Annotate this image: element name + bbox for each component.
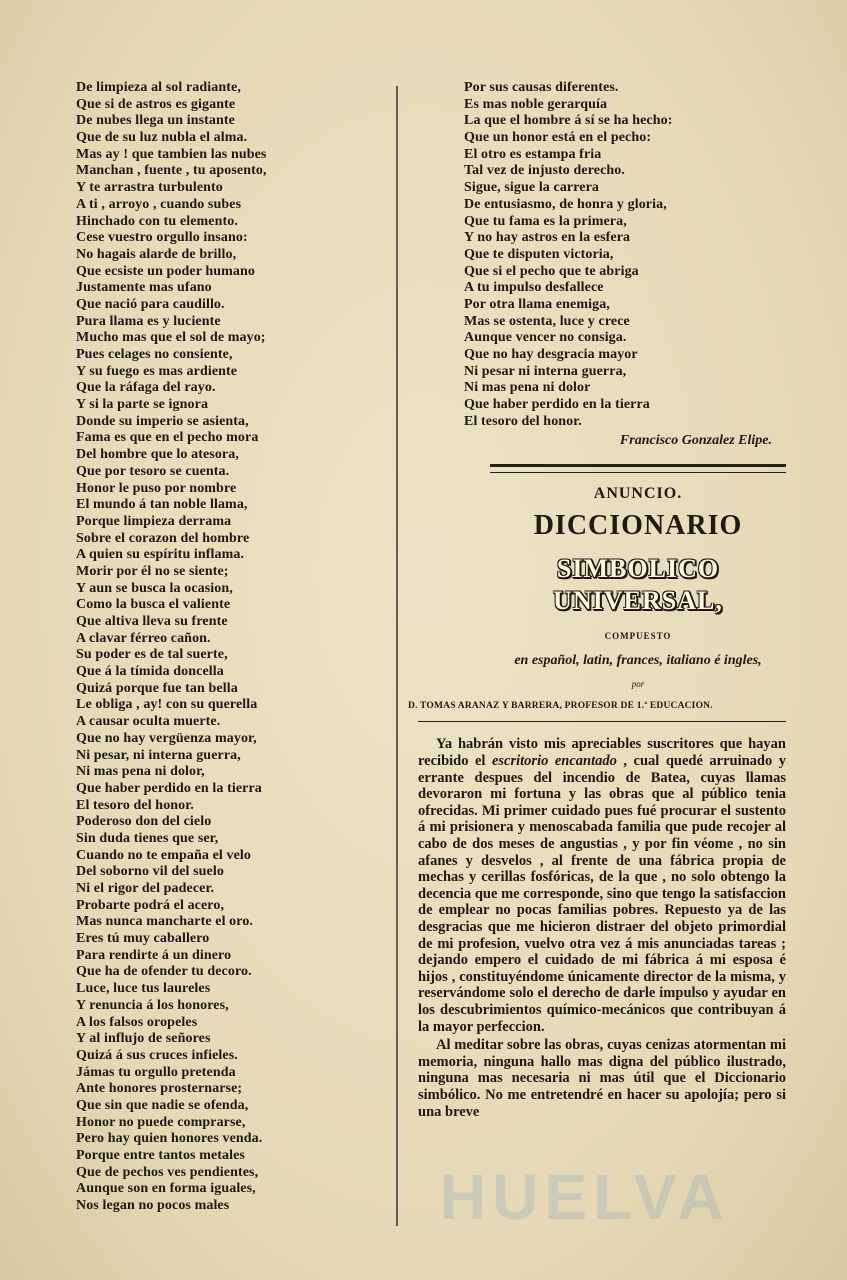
announcement-languages: en español, latin, frances, italiano é ingles, — [514, 653, 762, 669]
verse-line: Y aun se busca la ocasion, — [76, 580, 233, 596]
verse-line: Que si de astros es gigante — [76, 96, 236, 112]
verse-line: A clavar férreo cañon. — [76, 630, 211, 646]
book-title: escritorio encantado — [491, 753, 617, 770]
verse-line: Sobre el corazon del hombre — [76, 530, 250, 546]
verse-line: Quizá porque fue tan bella — [76, 680, 238, 696]
verse-line: Ni mas pena ni dolor, — [76, 764, 205, 780]
verse-line: A causar oculta muerte. — [76, 714, 221, 730]
verse-line: Pero hay quien honores venda. — [76, 1131, 263, 1147]
verse-line: El mundo á tan noble llama, — [76, 497, 248, 513]
verse-line: Y si la parte se ignora — [76, 397, 209, 413]
announcement-title: DICCIONARIO — [533, 510, 743, 542]
verse-line: El otro es estampa fria — [464, 146, 602, 162]
verse-line: Que la ráfaga del rayo. — [76, 380, 216, 396]
announcement-por: por — [631, 679, 645, 690]
verse-line: Que á la tímida doncella — [76, 664, 224, 680]
verse-line: Del soborno vil del suelo — [76, 864, 224, 880]
verse-line: Jámas tu orgullo pretenda — [76, 1064, 236, 1080]
verse-line: Aunque vencer no consiga. — [464, 330, 627, 346]
verse-line: Que un honor está en el pecho: — [464, 130, 652, 146]
verse-line: Que te disputen victoria, — [464, 246, 614, 262]
verse-line: Mas ay ! que tambien las nubes — [76, 146, 267, 162]
verse-line: Hinchado con tu elemento. — [76, 213, 238, 229]
verse-line: Ni pesar, ni interna guerra, — [76, 747, 241, 763]
verse-line: Mas se ostenta, luce y crece — [464, 313, 630, 329]
verse-line: Eres tú muy caballero — [76, 931, 210, 947]
verse-line: Fama es que en el pecho mora — [76, 430, 259, 446]
verse-line: Que haber perdido en la tierra — [76, 780, 262, 796]
verse-line: A ti , arroyo , cuando subes — [76, 196, 242, 212]
verse-line: Y no hay astros en la esfera — [464, 230, 631, 246]
verse-line: De nubes llega un instante — [76, 113, 235, 129]
verse-line: Aunque son en forma iguales, — [76, 1181, 256, 1197]
verse-line: Pura llama es y luciente — [76, 313, 221, 329]
verse-line: Que no hay vergüenza mayor, — [76, 730, 257, 746]
verse-line: Que nació para caudillo. — [76, 296, 225, 312]
poem-signature: Francisco Gonzalez Elipe. — [619, 433, 772, 449]
verse-line: Pues celages no consiente, — [76, 347, 233, 362]
verse-line: Justamente mas ufano — [76, 280, 212, 296]
verse-line: El tesoro del honor. — [76, 797, 194, 813]
verse-line: Ni el rigor del padecer. — [76, 881, 215, 896]
verse-line: Que ha de ofender tu decoro. — [76, 964, 252, 980]
verse-line: Por otra llama enemiga, — [464, 296, 610, 312]
verse-line: Poderoso don del cielo — [76, 814, 212, 830]
right-column — [408, 80, 787, 1120]
verse-line: Mas nunca mancharte el oro. — [76, 914, 254, 930]
body-text: Ya habrán visto mis apreciables suscritores que hayan recibido el — [418, 736, 786, 770]
verse-line: Por sus causas diferentes. — [464, 80, 619, 95]
verse-line: El tesoro del honor. — [464, 413, 582, 429]
verse-line: Porque limpieza derrama — [76, 513, 232, 529]
verse-line: A tu impulso desfallece — [464, 280, 604, 296]
archive-watermark: HUELVA — [440, 1161, 730, 1233]
verse-line: Cese vuestro orgullo insano: — [76, 230, 248, 246]
verse-line: Que sin que nadie se ofenda, — [76, 1097, 249, 1113]
verse-line: Que no hay desgracia mayor — [464, 347, 638, 362]
verse-line: Luce, luce tus laureles — [76, 981, 211, 997]
body-text: , cual quedé arruinado y errante despues del incendio de Batea, cuyas llamas devoraron mi fortuna y las obras que al público tenia ofrecidas. Mi primer cuidado pues fué procurar el sustento á mi prisionera y menoscabada familia que pude recojer al cabo de dos meses de angustias , y por fin véome , no sin afanes y desvelos , al frente de una fábrica propia de mechas y cerillas fosfóricas, de la que , no solo obtengo la decencia que me corresponde, sino que tengo la satisfaccion de emplear no pocas familias pobres. Repuesto ya de las desgracias que me hicieron distraer del objeto primordial de mi profesion, vuelvo otra vez á mis anunciadas tareas ; dejando empero el cuidado de mi fábrica á mi esposa é hijos , constituyéndome únicamente director de la misma, y reservándome solo el derecho de darle impulso y ayudar en los descubrimientos químico-mecánicos que contribuyan á la mayor perfeccion. — [418, 753, 787, 1035]
verse-line: Para rendirte á un dinero — [76, 947, 232, 963]
body-paragraph-2: Al meditar sobre las obras, cuyas cenizas atormentan mi memoria, ninguna hallo mas digna del público ilustrado, ninguna mas necesaria ni mas útil que el Diccionario simbólico. No me entretendré en hacer su apolojía; pero si una breve — [418, 1037, 786, 1120]
verse-line: Sigue, sigue la carrera — [464, 180, 600, 196]
verse-line: Nos legan no pocos males — [76, 1198, 230, 1214]
announcement-compuesto: COMPUESTO — [604, 631, 672, 642]
verse-line: Que haber perdido en la tierra — [464, 397, 650, 413]
verse-line: Y su fuego es mas ardiente — [76, 363, 238, 379]
verse-line: No hagais alarde de brillo, — [76, 246, 237, 262]
verse-line: Que por tesoro se cuenta. — [76, 463, 230, 479]
verse-line: Honor le puso por nombre — [76, 480, 237, 496]
verse-line: Cuando no te empaña el velo — [76, 847, 251, 863]
verse-line: Que altiva lleva su frente — [76, 614, 228, 629]
verse-line: A los falsos oropeles — [76, 1014, 198, 1030]
announcement-author: D. TOMAS ARANAZ Y BARRERA, PROFESOR DE 1.ª EDUCACION. — [408, 701, 713, 712]
verse-line: Que tu fama es la primera, — [464, 213, 627, 229]
verse-line: Probarte podrá el acero, — [76, 897, 225, 913]
verse-line: Mucho mas que el sol de mayo; — [76, 330, 266, 346]
verse-line: Y al influjo de señores — [76, 1031, 211, 1047]
verse-line: A quien su espíritu inflama. — [76, 547, 245, 563]
verse-line: Del hombre que lo atesora, — [76, 447, 239, 463]
verse-line: Ni mas pena ni dolor — [464, 380, 591, 396]
verse-line: Quizá á sus cruces infieles. — [76, 1047, 238, 1063]
verse-line: Y te arrastra turbulento — [76, 180, 223, 196]
verse-line: Como la busca el valiente — [76, 597, 231, 613]
verse-line: Le obliga , ay! con su querella — [76, 697, 258, 713]
verse-line: Ante honores prosternarse; — [76, 1081, 243, 1097]
column-divider — [396, 86, 398, 1226]
verse-line: Que ecsiste un poder humano — [76, 263, 256, 279]
right-poem — [408, 80, 776, 430]
verse-line: Su poder es de tal suerte, — [76, 647, 228, 663]
verse-line: Morir por él no se siente; — [76, 563, 229, 579]
verse-line: Que si el pecho que te abriga — [464, 263, 639, 279]
verse-line: Ni pesar ni interna guerra, — [464, 363, 627, 379]
left-column — [76, 80, 396, 1215]
verse-line: Que de pechos ves pendientes, — [76, 1164, 259, 1180]
left-poem — [76, 80, 396, 1215]
body-paragraph-1 — [418, 736, 786, 1035]
verse-line: Que de su luz nubla el alma. — [76, 130, 248, 146]
announcement-heading: ANUNCIO. — [593, 485, 683, 503]
announcement-body — [418, 736, 786, 1120]
verse-line: Sin duda tienes que ser, — [76, 830, 219, 846]
section-rule — [490, 464, 786, 473]
author-rule — [418, 721, 786, 722]
verse-line: Tal vez de injusto derecho. — [464, 163, 625, 179]
announcement-subtitle: SIMBOLICO UNIVERSAL, — [553, 554, 723, 616]
verse-line: Manchan , fuente , tu aposento, — [76, 163, 267, 179]
verse-line: Honor no puede comprarse, — [76, 1114, 246, 1130]
verse-line: Es mas noble gerarquía — [464, 96, 608, 112]
verse-line: Porque entre tantos metales — [76, 1148, 245, 1163]
verse-line: De entusiasmo, de honra y gloria, — [464, 196, 667, 212]
verse-line: De limpieza al sol radiante, — [76, 80, 241, 95]
verse-line: La que el hombre á sí se ha hecho: — [464, 113, 673, 129]
verse-line: Y renuncia á los honores, — [76, 997, 229, 1013]
verse-line: Donde su imperio se asienta, — [76, 413, 249, 429]
